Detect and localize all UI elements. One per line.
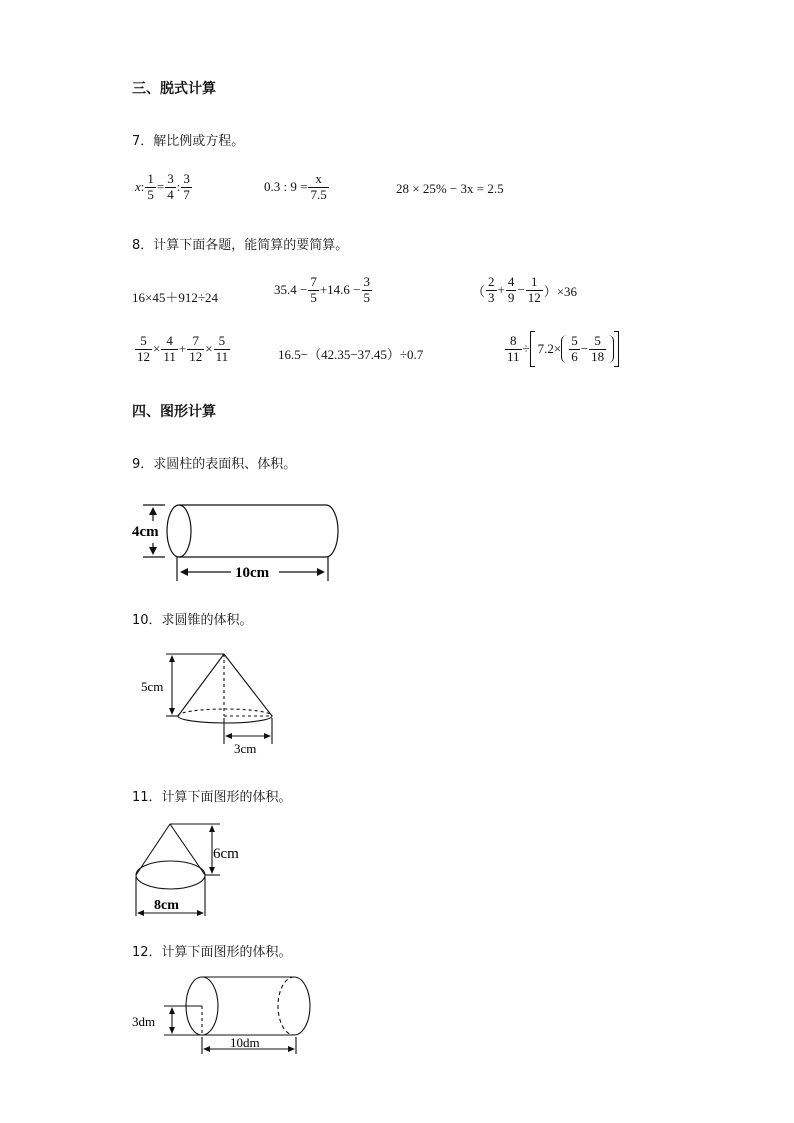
- equals: =: [156, 179, 165, 195]
- minus: −: [517, 282, 525, 298]
- section-4-title: 四、图形计算: [132, 404, 216, 420]
- numerator: 1: [526, 275, 543, 291]
- q12-text: 12．计算下面图形的体积。: [132, 945, 292, 960]
- fraction: [569, 334, 580, 365]
- q12-cylinder-figure: [130, 970, 330, 1058]
- numerator: 5: [214, 334, 231, 350]
- arrow-head: [137, 910, 144, 916]
- cone-base-front: [178, 716, 272, 723]
- cone-base: [136, 861, 205, 889]
- left-square-bracket: [530, 331, 535, 367]
- plus: +: [178, 341, 187, 357]
- height-label: 6cm: [213, 846, 239, 862]
- cylinder-right-face-back: [278, 977, 294, 1035]
- numerator: 3: [183, 171, 190, 186]
- denominator: 11: [215, 348, 229, 364]
- length-label: 10cm: [235, 565, 270, 581]
- radius-label: 3cm: [234, 741, 257, 756]
- equation-left: 0.3 : 9 =: [264, 179, 308, 195]
- denominator: 11: [507, 348, 520, 364]
- length-label: 10dm: [230, 1035, 260, 1050]
- arrow-head: [197, 910, 204, 916]
- arrow-head: [225, 733, 232, 739]
- arrow-head: [169, 1027, 175, 1034]
- numerator: 8: [505, 334, 522, 350]
- denominator: 12: [189, 348, 203, 364]
- denominator: 5: [147, 186, 154, 202]
- q11-cone-figure: [128, 818, 258, 920]
- fraction: [506, 275, 517, 306]
- q7-equation-3: 28 × 25% − 3x = 2.5: [396, 181, 504, 196]
- fraction: [308, 172, 328, 203]
- arrow-head: [203, 1046, 210, 1052]
- diameter-label: 8cm: [154, 898, 179, 913]
- q10-cone-figure: [138, 648, 288, 758]
- numerator: 1: [147, 171, 154, 186]
- numerator: 3: [363, 274, 371, 289]
- denominator: 18: [591, 348, 605, 364]
- fraction: [308, 275, 319, 306]
- height-label: 5cm: [141, 679, 164, 694]
- numerator: 4: [161, 334, 178, 350]
- height-label: 4cm: [132, 524, 159, 540]
- denominator: 12: [527, 289, 541, 305]
- var-x: x: [135, 179, 141, 195]
- denominator: 12: [137, 348, 150, 364]
- numerator: 7: [310, 274, 317, 289]
- arrow-head: [209, 867, 215, 874]
- left-paren: [561, 335, 568, 363]
- denominator: 5: [310, 289, 317, 305]
- arrow-head: [149, 507, 157, 515]
- arrow-head: [169, 1007, 175, 1014]
- denominator: 7.5: [310, 186, 327, 202]
- fraction: [135, 334, 152, 365]
- fraction: [145, 172, 156, 203]
- cone-base-back: [178, 709, 272, 716]
- cone-left-side: [178, 654, 224, 716]
- numerator: 4: [507, 274, 515, 289]
- cone-right-side: [224, 654, 272, 716]
- numerator: 5: [135, 334, 152, 350]
- cylinder-right-face: [326, 505, 338, 557]
- denominator: 3: [488, 289, 495, 305]
- q7-equation-1: [135, 172, 193, 203]
- right-paren: [607, 335, 614, 363]
- q8-expression-5: 16.5−（42.35−37.45）÷0.7: [278, 347, 424, 362]
- q10-text: 10．求圆锥的体积。: [132, 613, 253, 628]
- fraction: [589, 334, 606, 365]
- q8-expression-1: 16×45＋912÷24: [132, 290, 218, 305]
- denominator: 5: [363, 289, 371, 305]
- fraction: [165, 172, 176, 203]
- fraction: [161, 334, 178, 365]
- arrow-head: [317, 568, 325, 576]
- q7-text: 7．解比例或方程。: [132, 134, 245, 149]
- fraction: [214, 334, 231, 365]
- numerator: 3: [167, 171, 174, 186]
- q9-cylinder-figure: [125, 495, 355, 587]
- q8-text: 8．计算下面各题，能简算的要简算。: [132, 238, 349, 253]
- cylinder-left-face: [167, 505, 191, 557]
- term: 7.2×: [537, 341, 562, 356]
- times: ×: [153, 341, 161, 357]
- numerator: 5: [589, 334, 606, 350]
- denominator: 6: [571, 348, 578, 364]
- denominator: 9: [507, 289, 515, 305]
- arrow-head: [288, 1046, 295, 1052]
- term: +14.6 −: [319, 282, 361, 298]
- right-square-bracket: [614, 331, 619, 367]
- left-paren: （: [472, 283, 486, 299]
- arrow-head: [149, 547, 157, 555]
- right-paren-times: ）×36: [543, 283, 578, 299]
- arrow-head: [209, 825, 215, 832]
- numerator: 2: [488, 274, 495, 289]
- fraction: [486, 275, 497, 306]
- numerator: 5: [571, 332, 578, 348]
- q11-text: 11．计算下面图形的体积。: [132, 790, 292, 805]
- fraction: [187, 334, 204, 365]
- fraction: [181, 172, 192, 203]
- arrow-head: [169, 655, 175, 662]
- section-3-title: 三、脱式计算: [132, 81, 216, 97]
- cylinder-right-face-front: [294, 977, 310, 1035]
- times: ×: [205, 341, 213, 357]
- q8-expression-2: [274, 275, 373, 306]
- numerator: 7: [187, 334, 204, 350]
- minus: −: [580, 341, 589, 356]
- denominator: 11: [163, 348, 176, 364]
- arrow-head: [180, 568, 188, 576]
- q7-equation-2: [264, 172, 330, 203]
- denominator: 7: [183, 186, 190, 202]
- colon: :: [140, 179, 145, 195]
- divide: ÷: [522, 341, 530, 356]
- q8-expression-4: [134, 333, 231, 365]
- numerator: x: [308, 172, 328, 188]
- fraction: [362, 275, 373, 306]
- q8-expression-3: [472, 275, 577, 306]
- arrow-head: [169, 708, 175, 715]
- term: 35.4 −: [274, 282, 308, 298]
- fraction: [526, 275, 543, 306]
- arrow-head: [264, 733, 271, 739]
- denominator: 4: [167, 186, 174, 202]
- colon: :: [176, 179, 181, 195]
- q9-text: 9．求圆柱的表面积、体积。: [132, 457, 297, 472]
- q8-expression-6: [504, 331, 619, 367]
- radius-label: 3dm: [132, 1014, 156, 1029]
- fraction: [505, 334, 522, 365]
- plus: +: [497, 282, 505, 298]
